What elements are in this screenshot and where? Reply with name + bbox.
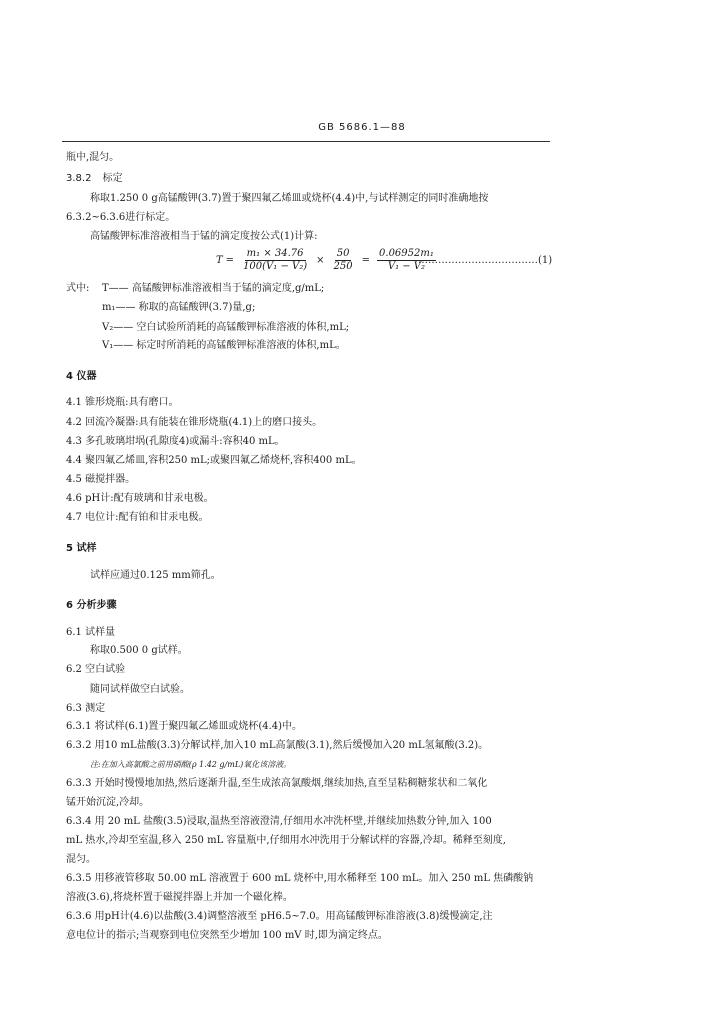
text-line: 意电位计的指示;当观察到电位突然至少增加 100 mV 时,即为滴定终点。: [66, 930, 388, 941]
list-item: 4.3 多孔玻璃坩埚(孔隙度4)或漏斗:容积40 mL。: [66, 436, 285, 447]
text-line: 锰开始沉淀,冷却。: [66, 797, 150, 808]
fraction-numerator: m₁ × 34.76: [246, 247, 304, 259]
text-line: 混匀。: [66, 854, 96, 865]
list-item: 4.7 电位计:配有铂和甘汞电极。: [66, 512, 209, 523]
fraction-denominator: V₁ − V₂: [387, 260, 426, 272]
note-line: 注:在加入高氯酸之前用硝酸(ρ 1.42 g/mL)氧化该溶液。: [90, 760, 292, 769]
titration-formula: [216, 247, 440, 273]
symbol-definition: m₁—— 称取的高锰酸钾(3.7)量,g;: [102, 302, 256, 313]
subsection-title: 标定: [102, 173, 123, 184]
section-heading-6: 6 分析步骤: [66, 600, 117, 611]
text-line: 6.3.3 开始时慢慢地加热,然后逐渐升温,至生成浓高氯酸烟,继续加热,直至呈粘稠糖浆状和二氧化: [66, 778, 488, 789]
subsection-heading: 6.3 测定: [66, 703, 106, 714]
subsection-heading: 6.1 试样量: [66, 627, 116, 638]
section-heading-5: 5 试样: [66, 543, 97, 554]
symbol-definition: V₂—— 空白试验所消耗的高锰酸钾标准溶液的体积,mL;: [102, 322, 350, 333]
fraction-denominator: 100(V₁ − V₂): [243, 260, 308, 272]
text-line: 6.3.5 用移液管移取 50.00 mL 溶液置于 600 mL 烧杯中,用水稀释至 100 mL。加入 250 mL 焦磷酸钠: [66, 873, 534, 884]
text-line: 6.3.2~6.3.6进行标定。: [66, 212, 176, 223]
text-line: 6.3.2 用10 mL盐酸(3.3)分解试样,加入10 mL高氯酸(3.1),然后缓慢加入20 mL氢氟酸(3.2)。: [66, 740, 489, 751]
formula-fraction-2: [332, 248, 355, 273]
formula-equals: =: [361, 254, 371, 266]
list-item: 4.5 磁搅拌器。: [66, 474, 136, 485]
text-line: 称取0.500 0 g试样。: [90, 645, 188, 656]
formula-equals: =: [225, 254, 235, 266]
text-line: mL 热水,冷却至室温,移入 250 mL 容量瓶中,仔细用水冲洗用于分解试样的容器,冷却。稀释至刻度,: [66, 835, 506, 846]
symbol-definition: T—— 高锰酸钾标准溶液相当于锰的滴定度,g/mL;: [102, 283, 325, 294]
fraction-numerator: 50: [336, 247, 350, 259]
list-item: 4.6 pH计:配有玻璃和甘汞电极。: [66, 493, 214, 504]
text-line: 6.3.1 将试样(6.1)置于聚四氟乙烯皿或烧杯(4.4)中。: [66, 721, 303, 732]
section-heading-4: 4 仪器: [66, 371, 97, 382]
text-line: 6.3.4 用 20 mL 盐酸(3.5)浸取,温热至溶液澄清,仔细用水冲洗杯壁,并继续加热数分钟,加入 100: [66, 816, 492, 827]
text-line: 瓶中,混匀。: [66, 152, 120, 163]
formula-lhs: T: [216, 254, 223, 266]
text-line: 6.3.6 用pH计(4.6)以盐酸(3.4)调整溶液至 pH6.5~7.0。用高锰酸钾标准溶液(3.8)缓慢滴定,注: [66, 911, 493, 922]
subsection-heading: [66, 173, 123, 185]
list-item: 4.1 锥形烧瓶:具有磨口。: [66, 397, 179, 408]
text-line: 随同试样做空白试验。: [90, 684, 190, 695]
formula-times: ×: [316, 254, 325, 266]
list-item: 4.2 回流冷凝器:具有能装在锥形烧瓶(4.1)上的磨口接头。: [66, 417, 323, 428]
subsection-number: 3.8.2: [66, 173, 92, 184]
fraction-denominator: 250: [333, 260, 353, 272]
text-line: 高锰酸钾标准溶液相当于锰的滴定度按公式(1)计算:: [90, 231, 318, 242]
header-rule: [62, 141, 550, 142]
where-label: 式中:: [66, 283, 90, 294]
symbol-definition: V₁—— 标定时所消耗的高锰酸钾标准溶液的体积,mL。: [102, 340, 346, 351]
subsection-heading: 6.2 空白试验: [66, 664, 126, 675]
list-item: 4.4 聚四氟乙烯皿,容积250 mL;或聚四氟乙烯烧杯,容积400 mL。: [66, 455, 362, 466]
text-line: 溶液(3.6),将烧杯置于磁搅拌器上并加一个磁化棒。: [66, 892, 293, 903]
formula-fraction-1: [241, 248, 309, 273]
text-line: 称取1.250 0 g高锰酸钾(3.7)置于聚四氟乙烯皿或烧杯(4.4)中,与试样测定的同时准确地按: [90, 193, 489, 204]
equation-number: ………………………………(1): [418, 255, 553, 266]
text-line: 试样应通过0.125 mm筛孔。: [90, 570, 221, 581]
standard-header: GB 5686.1—88: [318, 122, 406, 133]
fraction-numerator: 0.06952m₁: [379, 247, 434, 259]
